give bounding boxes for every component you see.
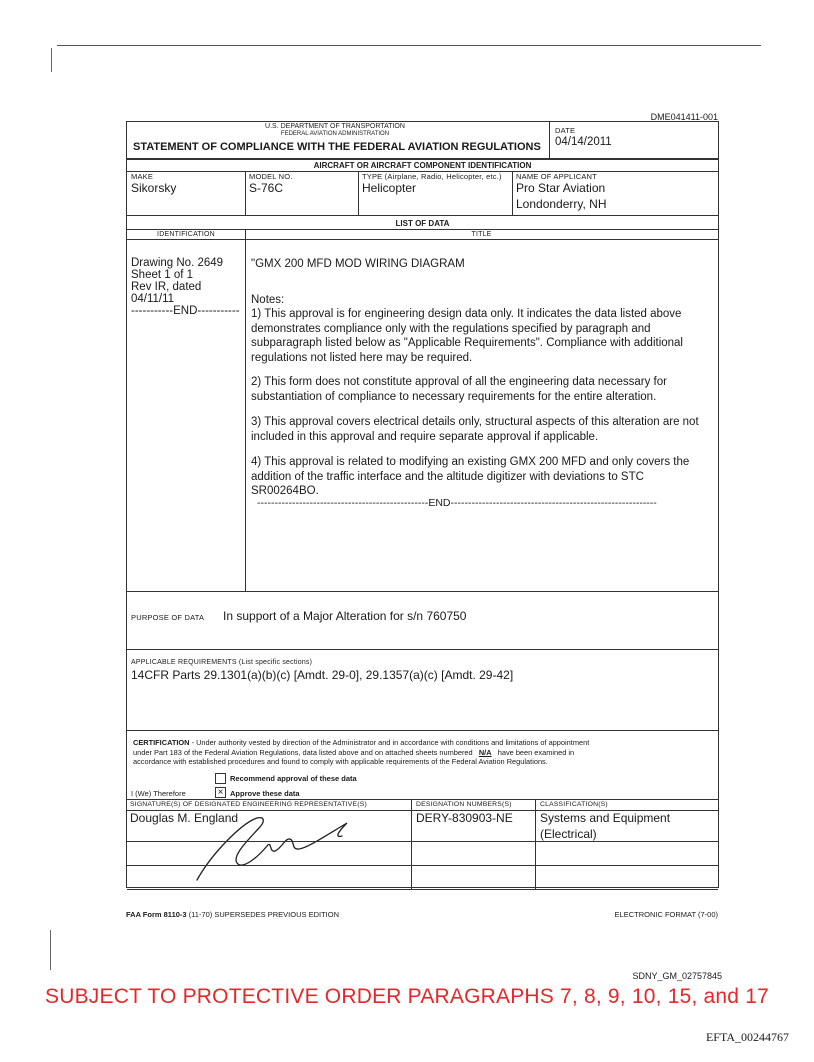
signature-image [187,808,387,888]
certification-text [133,738,715,767]
document-id: DME041411-001 [650,112,718,122]
identification-line: Drawing No. 2649 [131,257,224,269]
approve-label: Approve these data [230,789,300,798]
approve-data-checkbox[interactable]: × [215,787,226,798]
protective-order-stamp: SUBJECT TO PROTECTIVE ORDER PARAGRAPHS 7, 8, 9, 10, 15, and 17 [45,985,769,1008]
faa-form-8110-3 [126,121,719,888]
form-footer [126,910,339,919]
applicable-value: 14CFR Parts 29.1301(a)(b)(c) [Amdt. 29-0], 29.1357(a)(c) [Amdt. 29-42] [131,668,514,682]
make-value: Sikorsky [131,181,177,195]
agency-line1: U.S. DEPARTMENT OF TRANSPORTATION [265,123,405,130]
list-section-title: LIST OF DATA [395,219,450,228]
bates-number: SDNY_GM_02757845 [632,971,722,981]
date-label: DATE [555,126,576,135]
identification-line: Rev IR, dated 04/11/11 [131,281,202,305]
footer-form: FAA Form 8110-3 [126,910,187,919]
identification-end: -----------END----------- [131,305,240,317]
designation-value: DERY-830903-NE [416,811,513,825]
title-header: TITLE [471,231,492,238]
title-main: "GMX 200 MFD MOD WIRING DIAGRAM [251,258,465,270]
agency-line2: FEDERAL AVIATION ADMINISTRATION [280,131,390,137]
applicable-label: APPLICABLE REQUIREMENTS (List specific sections) [131,659,313,666]
notes-label: Notes: [251,294,285,306]
margin-mark-bottom [50,930,51,970]
therefore-label: I (We) Therefore [131,789,186,798]
model-value: S-76C [249,181,284,195]
certification-line2a: under Part 183 of the Federal Aviation Regulations, data listed above and on attached sheets numbered [133,747,473,757]
efta-number: EFTA_00244767 [705,1030,789,1044]
certification-label: CERTIFICATION [133,738,190,747]
type-value: Helicopter [362,181,417,195]
classification-line2: (Electrical) [540,827,597,841]
aircraft-section-title: AIRCRAFT OR AIRCRAFT COMPONENT IDENTIFICATION [313,161,532,170]
note-4: 4) This approval is related to modifying an existing GMX 200 MFD and only covers the addition of the traffic interface and the altitude digitizer with deviations to STC SR00264BO. [251,456,690,497]
applicant-label: NAME OF APPLICANT [516,172,597,181]
note-2: 2) This form does not constitute approval of all the engineering data necessary for substantiation of compliance to necessary requirements for the entire alteration. [251,376,667,403]
footer-format: ELECTRONIC FORMAT (7-00) [614,910,718,919]
purpose-label: PURPOSE OF DATA [131,613,205,622]
recommend-approval-checkbox[interactable] [215,773,226,784]
certification-line1: - Under authority vested by direction of the Administrator and in accordance with conditions and limitations of appointment [189,738,590,747]
identification-line: Sheet 1 of 1 [131,269,194,281]
applicant-line1: Pro Star Aviation [516,181,606,195]
classification-header: CLASSIFICATION(S) [540,801,608,808]
identification-column [131,257,243,317]
classification-line1: Systems and Equipment [540,811,671,825]
footer-edition: (11-70) SUPERSEDES PREVIOUS EDITION [188,910,340,919]
make-label: MAKE [131,172,154,181]
certification-sheets-na: N/A [478,747,492,757]
margin-mark [51,48,52,72]
signer-name: Douglas M. England [130,811,239,825]
recommend-label: Recommend approval of these data [230,774,357,783]
certification-line3: accordance with established procedures and found to comply with applicable requirements of the Federal Aviation Regulations. [133,757,548,767]
purpose-value: In support of a Major Alteration for s/n 760750 [223,609,467,623]
date-value: 04/14/2011 [555,136,612,148]
identification-header: IDENTIFICATION [157,231,215,238]
certification-line2b: have been examined in [497,747,575,757]
designation-header: DESIGNATION NUMBERS(S) [416,801,512,808]
form-title: STATEMENT OF COMPLIANCE WITH THE FEDERAL AVIATION REGULATIONS [133,141,541,153]
signature-header: SIGNATURE(S) OF DESIGNATED ENGINEERING REPRESENTATIVE(S) [130,801,367,808]
note-3: 3) This approval covers electrical details only, structural aspects of this alteration are not included in this approval and require separate approval if applicable. [251,416,699,443]
top-rule [57,45,761,46]
notes-end: -------------------------------------------------END----------------------------------------------------------- [257,497,657,509]
note-1: 1) This approval is for engineering design data only. It indicates the data listed above demonstrates compliance only with the regulations specified by paragraph and subparagraph listed below as "Applicable Requirements". Compliance with additional regulations not listed here may be required. [251,308,683,364]
model-label: MODEL NO. [249,172,293,181]
type-label: TYPE (Airplane, Radio, Helicopter, etc.) [362,172,502,181]
applicant-line2: Londonderry, NH [516,197,607,211]
